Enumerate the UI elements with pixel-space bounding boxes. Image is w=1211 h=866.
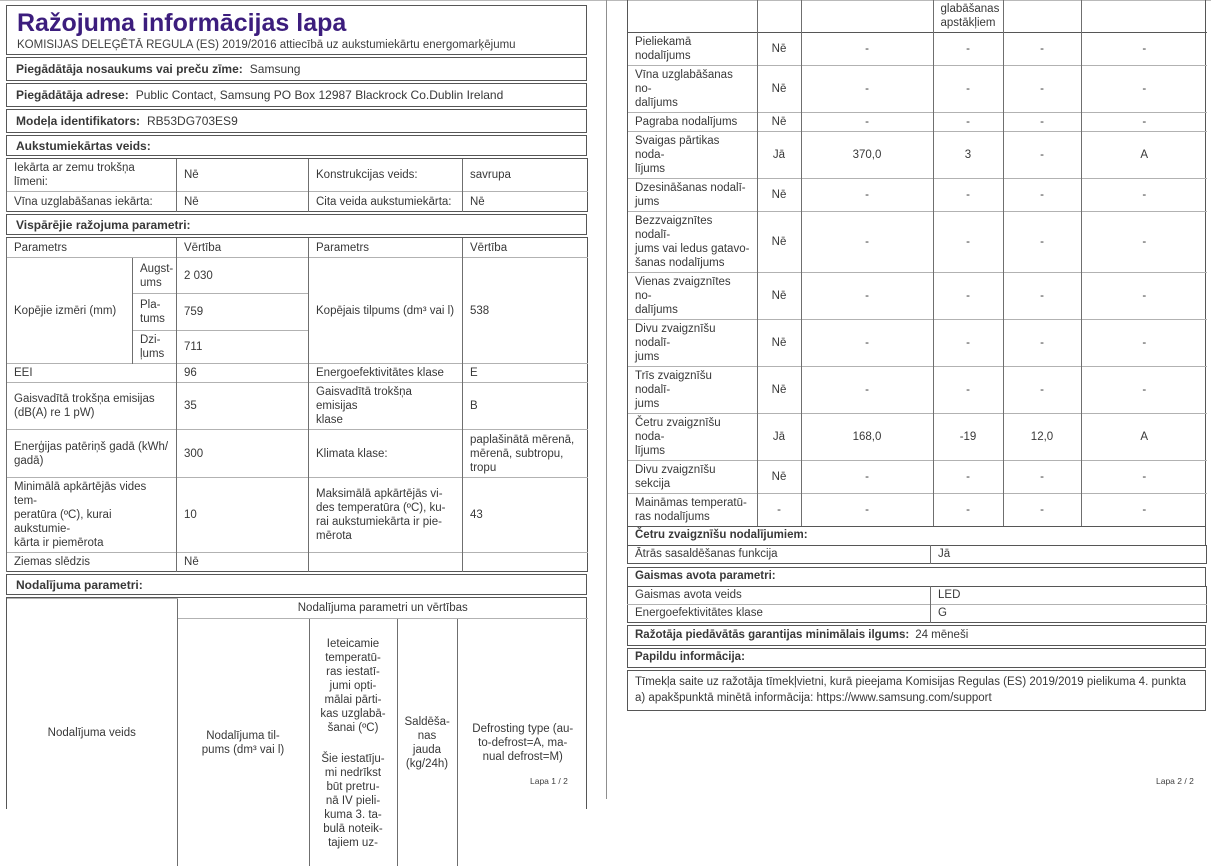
page-1-footer: Lapa 1 / 2 <box>530 776 1180 786</box>
supplier-name-label: Piegādātāja nosaukums vai preču zīme: <box>16 62 243 76</box>
compartment-temperature: - <box>933 113 1003 132</box>
page-title: Ražojuma informācijas lapa <box>17 8 576 38</box>
compartment-defrost-type: - <box>1081 494 1207 527</box>
compartment-volume: - <box>801 113 933 132</box>
param-value: 538 <box>463 258 588 364</box>
general-parameters-table <box>6 237 588 572</box>
param-value: B <box>463 383 588 430</box>
compartment-present: Nē <box>757 33 801 66</box>
param-value: 10 <box>177 478 309 553</box>
compartment-name: Divu zvaigznīšu sekcija <box>628 461 757 494</box>
compartment-volume: - <box>801 212 933 273</box>
column-header-volume: Nodalījuma til- pums (dm³ vai l) <box>177 619 309 866</box>
model-identifier-label: Modeļa identifikators: <box>16 114 140 128</box>
param-label: Vīna uzglabāšanas iekārta: <box>7 192 177 212</box>
param-value <box>463 553 588 572</box>
span-header: Nodalījuma parametri un vērtības <box>177 599 588 619</box>
compartment-name: Pieliekamā nodalījums <box>628 33 757 66</box>
table-row <box>628 494 1207 527</box>
compartment-freezing-capacity: - <box>1003 33 1081 66</box>
compartment-defrost-type: - <box>1081 320 1207 367</box>
param-label: Cita veida aukstumiekārta: <box>309 192 463 212</box>
table-row <box>7 383 588 430</box>
param-label: Ziemas slēdzis <box>7 553 177 572</box>
compartment-name: Maināmas temperatū- ras nodalījums <box>628 494 757 527</box>
compartment-values-table-continued <box>628 0 1207 526</box>
compartment-name: Svaigas pārtikas noda- lījums <box>628 132 757 179</box>
column-header-defrosting-type: Defrosting type (au- to-defrost=A, ma- nual defrost=M) <box>457 619 588 866</box>
compartment-defrost-type: A <box>1081 132 1207 179</box>
table-row <box>628 113 1207 132</box>
compartment-name: Divu zvaigznīšu nodalī- jums <box>628 320 757 367</box>
compartment-volume: - <box>801 33 933 66</box>
column-header: Parametrs <box>7 238 177 258</box>
param-label: Iekārta ar zemu trokšņa līmeni: <box>7 159 177 192</box>
param-value: Jā <box>931 546 1207 564</box>
compartment-temperature: - <box>933 273 1003 320</box>
param-value: 96 <box>177 364 309 383</box>
page-2-footer: Lapa 2 / 2 <box>1156 776 1204 786</box>
table-row <box>628 179 1207 212</box>
compartment-present: Jā <box>757 414 801 461</box>
table-row <box>628 605 1207 623</box>
table-row <box>628 546 1207 564</box>
param-label: Minimālā apkārtējās vides tem- peratūra (ºC), kurai aukstumie- kārta ir piemērota <box>7 478 177 553</box>
compartment-temperature: - <box>933 179 1003 212</box>
compartment-freezing-capacity: - <box>1003 179 1081 212</box>
compartment-freezing-capacity: - <box>1003 212 1081 273</box>
compartment-name: Bezzvaigznītes nodalī- jums vai ledus gatavo- šanas nodalījums <box>628 212 757 273</box>
compartment-name: Četru zvaigznīšu noda- lījums <box>628 414 757 461</box>
compartment-present: Nē <box>757 367 801 414</box>
table-header-row <box>7 599 588 619</box>
dimension-sublabel: Pla- tums <box>133 294 177 331</box>
compartment-table-continued-clip <box>627 0 1206 527</box>
dimension-sublabel: Dzi- ļums <box>133 331 177 364</box>
section-header-general-parameters: Vispārējie ražojuma parametri: <box>6 214 587 235</box>
page-subtitle: KOMISIJAS DELEĢĒTĀ REGULA (ES) 2019/2016 attiecībā uz aukstumiekārtu energomarķējumu <box>17 38 576 53</box>
model-identifier-value: RB53DG703ES9 <box>147 114 238 128</box>
compartment-temperature: -19 <box>933 414 1003 461</box>
compartment-values-table <box>7 598 588 866</box>
supplier-address-label: Piegādātāja adrese: <box>16 88 129 102</box>
param-label: Energoefektivitātes klase <box>628 605 931 623</box>
compartment-defrost-type: - <box>1081 179 1207 212</box>
appliance-type-table <box>6 158 588 212</box>
compartment-present: Nē <box>757 273 801 320</box>
table-row <box>628 66 1207 113</box>
compartment-freezing-capacity: - <box>1003 367 1081 414</box>
param-value: 35 <box>177 383 309 430</box>
compartment-volume: - <box>801 66 933 113</box>
compartment-freezing-capacity: - <box>1003 132 1081 179</box>
param-value: 300 <box>177 430 309 478</box>
table-row <box>628 367 1207 414</box>
param-value: LED <box>931 587 1207 605</box>
supplier-address-value: Public Contact, Samsung PO Box 12987 Blackrock Co.Dublin Ireland <box>136 88 504 102</box>
compartment-temperature: 3 <box>933 132 1003 179</box>
param-label: Klimata klase: <box>309 430 463 478</box>
table-row <box>7 258 588 294</box>
param-label: Ātrās sasaldēšanas funkcija <box>628 546 931 564</box>
compartment-temperature: - <box>933 494 1003 527</box>
table-row <box>628 587 1207 605</box>
warranty-value: 24 mēneši <box>915 629 968 641</box>
param-label: Maksimālā apkārtējās vi- des temperatūra (ºC), ku- rai aukstumiekārta ir pie- mērota <box>309 478 463 553</box>
param-value: Nē <box>177 553 309 572</box>
compartment-freezing-capacity: 12,0 <box>1003 414 1081 461</box>
table-row <box>628 320 1207 367</box>
compartment-temperature: - <box>933 212 1003 273</box>
table-row <box>7 478 588 553</box>
param-value: 2 030 <box>177 258 309 294</box>
compartment-present: Nē <box>757 179 801 212</box>
column-header <box>628 0 757 33</box>
compartment-volume: 370,0 <box>801 132 933 179</box>
title-block <box>6 5 587 55</box>
compartment-name: Vīna uzglabāšanas no- dalījums <box>628 66 757 113</box>
param-label: Kopējie izmēri (mm) <box>7 258 133 364</box>
compartment-name: Dzesināšanas nodalī- jums <box>628 179 757 212</box>
compartment-temperature: - <box>933 367 1003 414</box>
compartment-freezing-capacity: - <box>1003 461 1081 494</box>
compartment-defrost-type: - <box>1081 367 1207 414</box>
column-header: Vērtība <box>177 238 309 258</box>
compartment-volume: - <box>801 461 933 494</box>
column-header: Parametrs <box>309 238 463 258</box>
dimension-sublabel: Augst- ums <box>133 258 177 294</box>
model-identifier-row <box>6 109 587 133</box>
four-star-table <box>627 545 1207 564</box>
table-row <box>628 132 1207 179</box>
table-header-row <box>7 238 588 258</box>
param-label: Kopējais tilpums (dm³ vai l) <box>309 258 463 364</box>
param-label <box>309 553 463 572</box>
column-header-compartment-type: Nodalījuma veids <box>7 599 177 866</box>
param-label: EEI <box>7 364 177 383</box>
supplier-name-value: Samsung <box>250 62 301 76</box>
param-value: Nē <box>177 192 309 212</box>
param-value: 43 <box>463 478 588 553</box>
param-value: 711 <box>177 331 309 364</box>
warranty-label: Ražotāja piedāvātās garantijas minimālais ilgums: <box>635 629 909 641</box>
compartment-defrost-type: A <box>1081 414 1207 461</box>
table-row <box>7 192 588 212</box>
compartment-volume: - <box>801 179 933 212</box>
compartment-present: Nē <box>757 320 801 367</box>
table-row <box>628 414 1207 461</box>
param-value: paplašinātā mērenā, mērenā, subtropu, tropu <box>463 430 588 478</box>
compartment-volume: - <box>801 367 933 414</box>
table-row <box>7 159 588 192</box>
warranty-row <box>627 625 1206 646</box>
compartment-temperature: - <box>933 461 1003 494</box>
param-label: Gaismas avota veids <box>628 587 931 605</box>
page-separator <box>606 0 607 799</box>
compartment-freezing-capacity: - <box>1003 494 1081 527</box>
param-label: Gaisvadītā trokšņa emisijas klase <box>309 383 463 430</box>
section-header-four-star: Četru zvaigznīšu nodalījumiem: <box>627 526 1206 546</box>
compartment-name: Trīs zvaigznīšu nodalī- jums <box>628 367 757 414</box>
table-row <box>7 364 588 383</box>
param-label: Enerģijas patēriņš gadā (kWh/ gadā) <box>7 430 177 478</box>
compartment-defrost-type: - <box>1081 273 1207 320</box>
compartment-temperature: - <box>933 320 1003 367</box>
temperature-header-part1: Ieteicamie temperatū- ras iestatī- jumi opti- mālai pārti- kas uzglabā- šanai (ºC) <box>313 637 394 735</box>
param-value: Nē <box>463 192 588 212</box>
column-header: Vērtība <box>463 238 588 258</box>
compartment-volume: - <box>801 273 933 320</box>
param-label: Gaisvadītā trokšņa emisijas (dB(A) re 1 pW) <box>7 383 177 430</box>
compartment-name: Pagraba nodalījums <box>628 113 757 132</box>
compartment-freezing-capacity: - <box>1003 66 1081 113</box>
compartment-name: Vienas zvaigznītes no- dalījums <box>628 273 757 320</box>
column-header <box>1003 0 1081 33</box>
table-row <box>628 461 1207 494</box>
table-row <box>628 33 1207 66</box>
compartment-present: Jā <box>757 132 801 179</box>
compartment-freezing-capacity: - <box>1003 113 1081 132</box>
param-value: E <box>463 364 588 383</box>
compartment-defrost-type: - <box>1081 33 1207 66</box>
compartment-defrost-type: - <box>1081 212 1207 273</box>
table-header-row <box>628 0 1207 33</box>
section-header-appliance-type: Aukstumiekārtas veids: <box>6 135 587 156</box>
compartment-present: - <box>757 494 801 527</box>
compartment-temperature: - <box>933 66 1003 113</box>
param-value: 759 <box>177 294 309 331</box>
param-label: Energoefektivitātes klase <box>309 364 463 383</box>
compartment-defrost-type: - <box>1081 461 1207 494</box>
compartment-present: Nē <box>757 113 801 132</box>
compartment-present: Nē <box>757 66 801 113</box>
temperature-header-carryover: glabāšanas apstākļiem <box>933 0 1003 33</box>
page-2 <box>627 0 1206 711</box>
compartment-table-clip <box>6 597 587 809</box>
section-header-additional-info: Papildu informācija: <box>627 648 1206 668</box>
table-row <box>7 553 588 572</box>
supplier-name-row <box>6 57 587 81</box>
compartment-temperature: - <box>933 33 1003 66</box>
compartment-present: Nē <box>757 461 801 494</box>
param-value: Nē <box>177 159 309 192</box>
compartment-present: Nē <box>757 212 801 273</box>
compartment-freezing-capacity: - <box>1003 273 1081 320</box>
param-value: G <box>931 605 1207 623</box>
table-row <box>628 273 1207 320</box>
temperature-header-part2: Šie iestatīju- mi nedrīkst būt pretru- nā IV pieli- kuma 3. ta- bulā noteik- tajiem uz- <box>313 752 394 850</box>
section-header-compartment-parameters: Nodalījuma parametri: <box>6 574 587 595</box>
manufacturer-support-link[interactable]: Tīmekļa saite uz ražotāja tīmekļvietni, kurā pieejama Komisijas Regulas (ES) 2019/2019 pielikuma 4. punkta a) apakšpunktā minētā informācija: https://www.samsung.com/support <box>627 670 1206 711</box>
column-header <box>1081 0 1207 33</box>
compartment-volume: 168,0 <box>801 414 933 461</box>
table-row <box>7 430 588 478</box>
light-source-table <box>627 586 1207 623</box>
column-header-temperature <box>309 619 397 866</box>
compartment-volume: - <box>801 494 933 527</box>
table-row <box>628 212 1207 273</box>
supplier-address-row <box>6 83 587 107</box>
section-header-light-source: Gaismas avota parametri: <box>627 567 1206 587</box>
column-header <box>801 0 933 33</box>
page-1 <box>6 0 587 809</box>
param-label: Konstrukcijas veids: <box>309 159 463 192</box>
compartment-defrost-type: - <box>1081 66 1207 113</box>
compartment-freezing-capacity: - <box>1003 320 1081 367</box>
compartment-defrost-type: - <box>1081 113 1207 132</box>
param-value: savrupa <box>463 159 588 192</box>
compartment-volume: - <box>801 320 933 367</box>
column-header-freezing-capacity: Saldēša- nas jauda (kg/24h) <box>397 619 457 866</box>
column-header <box>757 0 801 33</box>
